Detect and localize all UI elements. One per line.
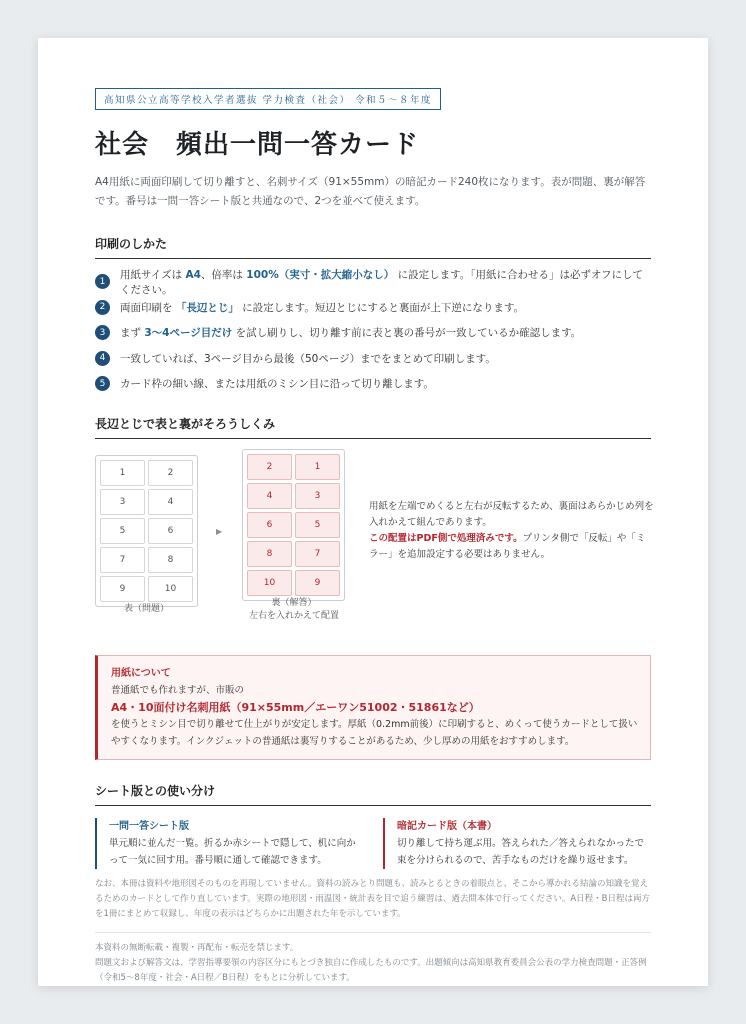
front-card-cell: 4 xyxy=(148,489,193,515)
page-content xyxy=(95,88,654,986)
step-highlight: 「長辺とじ」 xyxy=(175,301,239,314)
front-card-cell: 5 xyxy=(100,518,145,544)
step-2 xyxy=(95,295,651,321)
step-1 xyxy=(95,269,651,295)
compare-heading: シート版との使い分け xyxy=(95,782,651,806)
paper-note-title: 用紙について xyxy=(111,667,171,679)
explanation-text: 用紙を左端でめくると左右が反転するため、裏面はあらかじめ列を入れかえて組んであります。 xyxy=(369,500,654,528)
front-card-cell: 10 xyxy=(148,576,193,602)
step-highlight: 100%（実寸・拡大縮小なし） xyxy=(246,268,395,281)
sheet-version-text: 単元順に並んだ一覧。折るか赤シートで隠して、机に向かって一気に回す用。番号順に通して確認できます。 xyxy=(109,837,356,866)
flip-arrow-icon: ▶ xyxy=(216,526,223,536)
back-card-cell: 7 xyxy=(295,541,340,567)
compare-section xyxy=(95,782,651,869)
back-card-cell: 4 xyxy=(247,483,292,509)
step-text-part: まず xyxy=(120,327,145,340)
step-text xyxy=(120,300,524,315)
step-number: 3 xyxy=(95,325,110,340)
back-sheet xyxy=(242,449,345,601)
paper-note-box xyxy=(95,655,651,760)
step-text-part: 両面印刷を xyxy=(120,301,176,314)
step-number: 2 xyxy=(95,300,110,315)
print-heading: 印刷のしかた xyxy=(95,235,651,259)
back-card-cell: 10 xyxy=(247,570,292,596)
front-card-cell: 3 xyxy=(100,489,145,515)
note-text: なお、本冊は資料や地形図そのものを再現していません。資料の読みとり問題も、読みとるときの着眼点と、そこから導かれる結論の知識を覚えるためのカードとして作り直しています。実際の地形図・雨温図・統計表を目で追う練習は、過去問本体で行ってください。A日程・B日程は両方を1冊にまとめて収録し、年度の表示はどちらかに出題された年を示しています。 xyxy=(95,878,650,919)
step-text-part: 用紙サイズは xyxy=(120,268,186,281)
step-text-part: 、倍率は xyxy=(200,268,247,281)
layout-explanation xyxy=(369,499,654,563)
back-caption-line1: 裏（解答） xyxy=(271,597,317,608)
step-highlight: 3〜4ページ目だけ xyxy=(144,327,233,340)
front-sheet xyxy=(95,455,198,607)
step-text-part: に設定します。「用紙に合わせる」は必ずオフにしてください。 xyxy=(120,268,644,296)
back-card-cell: 1 xyxy=(295,454,340,480)
step-text: 一致していれば、3ページ目から最後（50ページ）までをまとめて印刷します。 xyxy=(120,352,496,365)
step-text: カード枠の細い線、または用紙のミシン目に沿って切り離します。 xyxy=(120,378,434,391)
back-card-cell: 6 xyxy=(247,512,292,538)
front-card-cell: 1 xyxy=(100,460,145,486)
explanation-text: プリンタ側で「反転」や「ミラー」を追加設定する必要はありません。 xyxy=(369,532,646,560)
step-number: 1 xyxy=(95,274,110,289)
front-card-cell: 8 xyxy=(148,547,193,573)
layout-section xyxy=(95,415,654,637)
step-highlight: A4 xyxy=(185,268,201,281)
card-version-text: 切り離して持ち運ぶ用。答えられた／答えられなかったで束を分けられるので、苦手なものだけを繰り返せます。 xyxy=(397,837,645,866)
front-caption: 表（問題） xyxy=(123,603,169,614)
footer xyxy=(95,932,651,986)
step-text-part: に設定します。短辺とじにすると裏面が上下逆になります。 xyxy=(238,301,525,314)
card-layout-diagram xyxy=(95,447,654,637)
front-card-cell: 2 xyxy=(148,460,193,486)
step-number: 4 xyxy=(95,351,110,366)
intro-text: A4用紙に両面印刷して切り離すと、名刺サイズ（91×55mm）の暗記カード240枚になります。表が問題、裏が解答です。番号は一問一答シート版と共通なので、2つを並べて使えます。 xyxy=(95,176,646,207)
source-notice: 問題文および解答文は、学習指導要領の内容区分にもとづき独自に作成したものです。出題傾向は高知県教育委員会公表の学力検査問題・正答例（令和5〜8年度・社会・A日程／B日程）をもとに分析しています。 xyxy=(95,957,647,983)
sheet-version-title: 一問一答シート版 xyxy=(109,820,189,832)
back-card-cell: 8 xyxy=(247,541,292,567)
step-4 xyxy=(95,346,651,372)
paper-note-line1: 普通紙でも作れますが、市販の xyxy=(111,684,245,696)
back-card-cell: 2 xyxy=(247,454,292,480)
front-card-cell: 7 xyxy=(100,547,145,573)
compare-columns xyxy=(95,818,651,869)
step-5 xyxy=(95,371,651,397)
print-section xyxy=(95,235,651,397)
document-page xyxy=(38,38,708,986)
back-caption-line2: 左右を入れかえて配置 xyxy=(248,610,339,621)
back-caption xyxy=(235,597,353,623)
layout-heading: 長辺とじで表と裏がそろうしくみ xyxy=(95,415,651,439)
front-card-cell: 6 xyxy=(148,518,193,544)
step-text xyxy=(120,267,651,297)
back-card-cell: 9 xyxy=(295,570,340,596)
step-3 xyxy=(95,320,651,346)
card-version-column xyxy=(383,818,651,869)
card-version-title: 暗記カード版（本書） xyxy=(397,820,497,832)
front-card-cell: 9 xyxy=(100,576,145,602)
paper-product: A4・10面付け名刺用紙（91×55mm／エーワン51002・51861など） xyxy=(111,700,480,714)
step-text xyxy=(120,325,581,340)
back-card-cell: 5 xyxy=(295,512,340,538)
page-title: 社会 頻出一問一答カード xyxy=(95,130,420,160)
step-number: 5 xyxy=(95,376,110,391)
header-tag: 高知県公立高等学校入学者選抜 学力検査（社会） 令和５～８年度 xyxy=(95,88,441,110)
copyright-notice: 本資料の無断転載・複製・再配布・転売を禁じます。 xyxy=(95,942,299,953)
sheet-version-column xyxy=(95,818,363,869)
explanation-highlight: この配置はPDF側で処理済みです。 xyxy=(369,532,523,544)
back-card-cell: 3 xyxy=(295,483,340,509)
step-list xyxy=(95,269,651,397)
paper-note-line2: を使うとミシン目で切り離せて仕上がりが安定します。厚紙（0.2mm前後）に印刷すると、めくって使うカードとして扱いやすくなります。インクジェットの普通紙は裏写りすることがあるため、少し厚めの用紙をおすすめします。 xyxy=(111,718,638,747)
step-text-part: を試し刷りし、切り離す前に表と裏の番号が一致しているか確認します。 xyxy=(232,327,582,340)
